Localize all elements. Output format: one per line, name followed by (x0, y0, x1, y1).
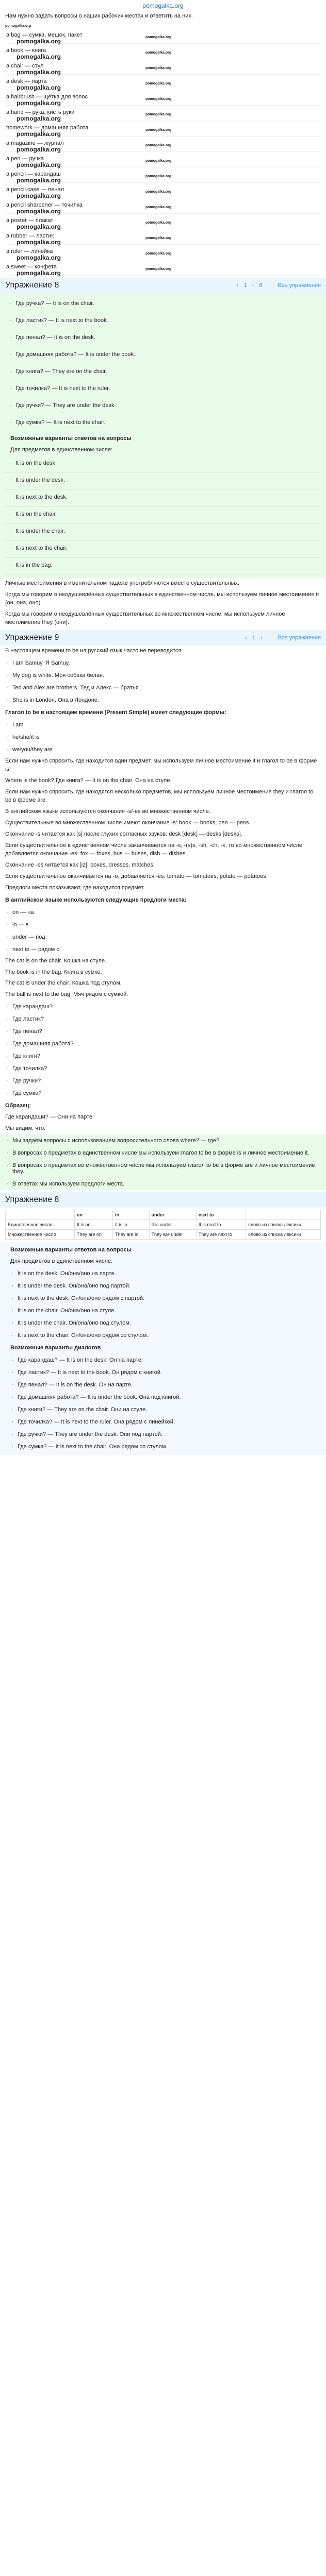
preps-list (0, 906, 326, 956)
table-cell: It is on (74, 1220, 112, 1230)
watermark: pomogalka.org (17, 145, 61, 153)
rule-paragraph: Если существительное оканчивается на -o, добавляется -es: tomato — tomatoes, potato — potatoes. (5, 873, 268, 879)
rule-paragraph: Where is the book? Где книга? — It is on the chair. Она на стуле. (5, 777, 172, 784)
qa-list (5, 296, 321, 432)
prepos-title: Возможные варианты диалогов (10, 1345, 101, 1351)
watermark: pomogalka.org (17, 37, 61, 45)
page-number-2b: 1 (252, 635, 255, 641)
pronoun-paragraph: Когда мы говорим о неодушевлённых существительных во множественном числе, мы используем личное местоимение they (они). (5, 611, 285, 625)
watermark-small: pomogalka.org (145, 267, 172, 271)
watermark-small: pomogalka.org (145, 112, 172, 116)
answers2-block (0, 1242, 326, 1455)
vocab-item: a ruler — линейка pomogalka.org pomogalka.org (6, 245, 321, 260)
exercise-bar-3 (0, 1192, 326, 1208)
dialogue-item: · Где карандаш? — It is on the desk. Он на парте. (10, 1354, 316, 1366)
dialogue-item: · Где ручки? — They are under the desk. Они под партой. (10, 1428, 316, 1440)
answer2-item: · It is next to the chair. Он/она/оно рядом со стулом. (10, 1329, 316, 1342)
next-button[interactable]: › (252, 282, 254, 289)
table-cell: It is in (113, 1220, 149, 1230)
watermark: pomogalka.org (17, 253, 61, 261)
table-cell: They are in (113, 1230, 149, 1240)
pronoun-paragraph: Личные местоимения в именительном падеже употребляются вместо существительных. (5, 580, 240, 586)
vocab-item: a pen — ручка pomogalka.org pomogalka.org (6, 152, 321, 167)
vocab-item: a magazine — журнал pomogalka.org pomogalka.org (6, 137, 321, 152)
pager-2 (245, 635, 262, 641)
prep-examples (0, 956, 326, 1001)
vocab-item: a rubber — ластик pomogalka.org pomogalka.org (6, 229, 321, 245)
question-item: · Где ластик? (5, 1013, 321, 1025)
table-cell: It is next to (196, 1220, 246, 1230)
watermark-small: pomogalka.org (145, 143, 172, 147)
forms-title: Глагол to be в настоящем времени (Present Simple) имеет следующие формы: (5, 709, 226, 716)
vocab-item: a book — книга pomogalka.org pomogalka.org (6, 44, 321, 59)
rule-paragraph: Если нам нужно спросить, где находятся несколько предметов, мы используем личное местоимение they и глагол to be в форме are. (5, 789, 314, 804)
answer-item: · It is next to the chair. (5, 541, 321, 558)
watermark-small: pomogalka.org (145, 66, 172, 70)
exercise-title-2: Упражнение 9 (5, 633, 59, 642)
answers2-title: Возможные варианты ответов на вопросы (10, 1247, 132, 1253)
conclusion-intro: Мы видим, что: (5, 1125, 46, 1132)
rule-paragraph: Предлоги места показывают, где находится предмет. (5, 884, 145, 891)
table-header-cell (246, 1210, 321, 1220)
page-number: 1 (243, 282, 247, 289)
table-header-cell: next to (196, 1210, 246, 1220)
dialogue-item: · Где сумка? — It is next to the chair. Она рядом со стулом. (10, 1440, 316, 1453)
table-cell: It is under (149, 1220, 196, 1230)
sample-title: Образец: (5, 1103, 31, 1109)
table-cell: Множественное число (6, 1230, 75, 1240)
all-exercises-link-2[interactable]: Все упражнения (278, 635, 321, 641)
form-item: · he/she/it is (5, 731, 321, 743)
rule-paragraph: В английском языке используются окончания -s/-es во множественном числе. (5, 808, 210, 815)
vocab-list (0, 28, 326, 276)
rule-paragraph: Окончание -es читается как [ız]: boxes, dresses, matches. (5, 861, 155, 868)
watermark: pomogalka.org (17, 176, 61, 184)
qa-item: · Где ручка? — It is on the chair. (5, 296, 321, 313)
qa-item: · Где сумка? — It is next to the chair. (5, 415, 321, 432)
prep-example: The cat is under the chair. Кошка под стулом. (5, 980, 122, 987)
table-header-cell: in (113, 1210, 149, 1220)
table-header-cell (6, 1210, 75, 1220)
table-cell: They are under (149, 1230, 196, 1240)
exercise-bar (0, 278, 326, 293)
forms-list (0, 719, 326, 756)
watermark: pomogalka.org (17, 161, 61, 168)
rule-paragraph: Существительные во множественном числе имеют окончание -s: book — books, pen — pens. (5, 820, 251, 826)
vocab-item: a hand — рука, кисть руки pomogalka.org pomogalka.org (6, 106, 321, 121)
watermark-small: pomogalka.org (145, 35, 172, 39)
prepositions-table (5, 1210, 321, 1240)
table-header-cell: on (74, 1210, 112, 1220)
watermark: pomogalka.org (17, 83, 61, 91)
answer2-item: · It is on the chair. Он/она/оно на стуле. (10, 1304, 316, 1317)
exercise-title-3: Упражнение 8 (5, 1195, 59, 1205)
prep-item: · in — в (5, 919, 321, 931)
present-example: · I am Samuy. Я Samuy. (5, 657, 321, 669)
answers2-list (5, 1267, 321, 1342)
rule-paragraph: Если нам нужно спросить, где находится один предмет, мы используем личное местоимение it и глагол to be в форме is. (5, 758, 317, 773)
question-item: · Где сумка? (5, 1087, 321, 1099)
vocab-item: a chair — стул pomogalka.org pomogalka.org (6, 59, 321, 75)
exercise-title: Упражнение 8 (5, 280, 59, 290)
table-row (6, 1220, 321, 1230)
answer2-item: · It is under the desk. Он/она/оно под партой. (10, 1280, 316, 1292)
qa-item: · Где точилка? — It is next to the ruler. (5, 381, 321, 398)
qa-item: · Где домашняя работа? — It is under the book. (5, 347, 321, 364)
table-row (6, 1230, 321, 1240)
vocab-item: a poster — плакат pomogalka.org pomogalka.org (6, 214, 321, 229)
sample-text: Где карандаши? — Они на парте. (5, 1114, 94, 1121)
conclusion-item: · В вопросах о предметах в единственном числе мы используем глагол to be в форме is и личное местоимение it. (5, 1147, 321, 1159)
watermark: pomogalka.org (17, 207, 61, 215)
answers-sub: Для предметов в единственном числе: (10, 446, 113, 453)
table-cell: слово из списка лексики (246, 1230, 321, 1240)
watermark-top: pomogalka.org (5, 24, 31, 28)
pronoun-paragraph: Когда мы говорим о неодушевлённых существительных в единственном числе, мы используем личное местоимение it (он, она, оно). (5, 591, 319, 606)
answer-item: · It is on the chair. (5, 507, 321, 524)
dialogue-item: · Где домашняя работа? — It is under the book. Она под книгой. (10, 1391, 316, 1403)
vocab-item: homework — домашняя работа pomogalka.org pomogalka.org (6, 121, 321, 137)
conclusions-list (0, 1134, 326, 1190)
answer2-item: · It is under the chair. Он/она/оно под стулом. (10, 1317, 316, 1329)
vocab-item: a pencil case — пенал pomogalka.org pomogalka.org (6, 183, 321, 198)
dialogues-list (5, 1354, 321, 1453)
watermark-small: pomogalka.org (145, 174, 172, 178)
watermark-small: pomogalka.org (145, 97, 172, 101)
table-cell: They are on (74, 1230, 112, 1240)
prep-example: The ball is next to the bag. Мяч рядом с сумкой. (5, 991, 128, 998)
watermark-small: pomogalka.org (145, 205, 172, 209)
table-header-cell: under (149, 1210, 196, 1220)
question-item: · Где точилка? (5, 1062, 321, 1075)
prev-button[interactable]: ‹ (236, 282, 239, 289)
watermark-small: pomogalka.org (145, 190, 172, 194)
watermark-small: pomogalka.org (145, 159, 172, 163)
table-cell: слово из списка лексики (246, 1220, 321, 1230)
present-example: · She is in London. Она в Лондоне. (5, 694, 321, 706)
watermark-small: pomogalka.org (145, 251, 172, 256)
all-exercises-link[interactable]: Все упражнения (278, 282, 321, 289)
conclusion-item: · В вопросах о предметах во множественном числе мы используем глагол to be в форме are и личное местоимение they. (5, 1159, 321, 1178)
answers2-sub: Для предметов в единственном числе: (10, 1258, 113, 1265)
answer-item: · It is under the desk. (5, 473, 321, 490)
answers-title: Возможные варианты ответов на вопросы (10, 435, 132, 442)
prev-button-2[interactable]: ‹ (245, 635, 247, 641)
watermark-small: pomogalka.org (145, 50, 172, 55)
qa-item: · Где ручки? — They are under the desk. (5, 398, 321, 415)
questions-list (0, 1001, 326, 1099)
qa-item: · Где пенал? — It is on the desk. (5, 330, 321, 347)
form-item: · I am (5, 719, 321, 731)
answer-item: · It is under the chair. (5, 524, 321, 541)
site-header (0, 0, 326, 10)
question-item: · Где карандаш? (5, 1001, 321, 1013)
dialogue-item: · Где книги? — They are on the chair. Они на стуле. (10, 1403, 316, 1416)
qa-block (0, 293, 326, 578)
present-example: · Ted and Alex are brothers. Тед и Алекс — братья. (5, 682, 321, 694)
rules-section (0, 756, 326, 893)
qa-item: · Где ластик? — It is next to the book. (5, 313, 321, 330)
answer2-item: · It is on the desk. Он/она/оно на парте. (10, 1267, 316, 1280)
watermark: pomogalka.org (17, 238, 61, 246)
conclusion-item: · Мы задаём вопросы с использованием вопросительного слова where? — где? (5, 1134, 321, 1147)
question-item: · Где домашняя работа? (5, 1038, 321, 1050)
watermark-small: pomogalka.org (145, 128, 172, 132)
present-examples (0, 657, 326, 706)
dialogue-item: · Где пенал? — It is on the desk. Он на парте. (10, 1379, 316, 1391)
watermark: pomogalka.org (17, 130, 61, 138)
dialogue-item: · Где точилка? — It is next to the ruler. Она рядом с линейкой. (10, 1416, 316, 1428)
question-item: · Где пенал? (5, 1025, 321, 1038)
vocab-item: a pencil — карандаш pomogalka.org pomogalka.org (6, 167, 321, 183)
watermark-small: pomogalka.org (145, 236, 172, 240)
next-button-2[interactable]: › (260, 635, 263, 641)
conclusion-item: · В ответах мы используем предлоги места. (5, 1178, 321, 1190)
watermark: pomogalka.org (17, 269, 61, 277)
preps-title: В английском языке используются следующие предлоги места: (5, 896, 187, 903)
vocab-item: a bag — сумка, мешок, пакет pomogalka.org pomogalka.org (6, 28, 321, 44)
prep-example: The cat is on the chair. Кошка на стуле. (5, 957, 107, 964)
watermark: pomogalka.org (17, 53, 61, 60)
prep-item: · under — под (5, 931, 321, 943)
question-item: · Где книги? (5, 1050, 321, 1062)
prep-example: The book is in the bag. Книга в сумке. (5, 969, 102, 975)
question-item: · Где ручки? (5, 1075, 321, 1087)
pager (237, 282, 263, 289)
pronoun-section (0, 578, 326, 629)
vocab-item: a desk — парта pomogalka.org pomogalka.org (6, 75, 321, 90)
watermark: pomogalka.org (17, 192, 61, 199)
rule-paragraph: Если существительное в единственном числе заканчивается на -s, -(s)s, -sh, -ch, -x, то во множественном числе добавляется окончание -es: fox — foxes, bus — buses, dish — dishes. (5, 842, 302, 857)
rule-paragraph: Окончание -s читается как [s] после глухих согласных звуков: desk [desk] — desks [desks]. (5, 831, 242, 837)
exercise-bar-2 (0, 630, 326, 646)
vocab-item: a sweet — конфета pomogalka.org pomogalka.org (6, 260, 321, 276)
present-example: · My dog is white. Моя собака белая. (5, 669, 321, 682)
watermark-small: pomogalka.org (145, 81, 172, 86)
answer-item: · It is on the desk. (5, 456, 321, 473)
watermark: pomogalka.org (17, 99, 61, 107)
form-item: · we/you/they are (5, 743, 321, 756)
watermark: pomogalka.org (17, 223, 61, 230)
answers-list (5, 456, 321, 575)
answer2-item: · It is next to the desk. Он/она/оно рядом с партой. (10, 1292, 316, 1304)
qa-item: · Где книга? — They are on the chair. (5, 364, 321, 381)
site-link[interactable]: pomogalka.org (142, 2, 184, 9)
answer-item: · It is next to the desk. (5, 490, 321, 507)
prep-item: · on — на (5, 906, 321, 919)
watermark: pomogalka.org (17, 68, 61, 76)
present-intro: В настоящем времени to be на русский язык часто не переводится. (5, 648, 183, 654)
prep-item: · next to — рядом с (5, 943, 321, 956)
dialogue-item: · Где ластик? — It is next to the book. Он рядом с книгой. (10, 1366, 316, 1379)
table-cell: They are next to (196, 1230, 246, 1240)
watermark: pomogalka.org (17, 114, 61, 122)
page-number-2: 8 (259, 282, 263, 289)
watermark-small: pomogalka.org (145, 221, 172, 225)
vocab-item: a hairbrush — щётка для волос pomogalka.org pomogalka.org (6, 90, 321, 106)
answer-item: · It is in the bag. (5, 558, 321, 575)
intro-text: Нам нужно задать вопросы о наших рабочих местах и ответить на них. (5, 13, 193, 19)
vocab-item: a pencil sharpener — точилка pomogalka.org pomogalka.org (6, 198, 321, 214)
table-cell: Единственное число (6, 1220, 75, 1230)
